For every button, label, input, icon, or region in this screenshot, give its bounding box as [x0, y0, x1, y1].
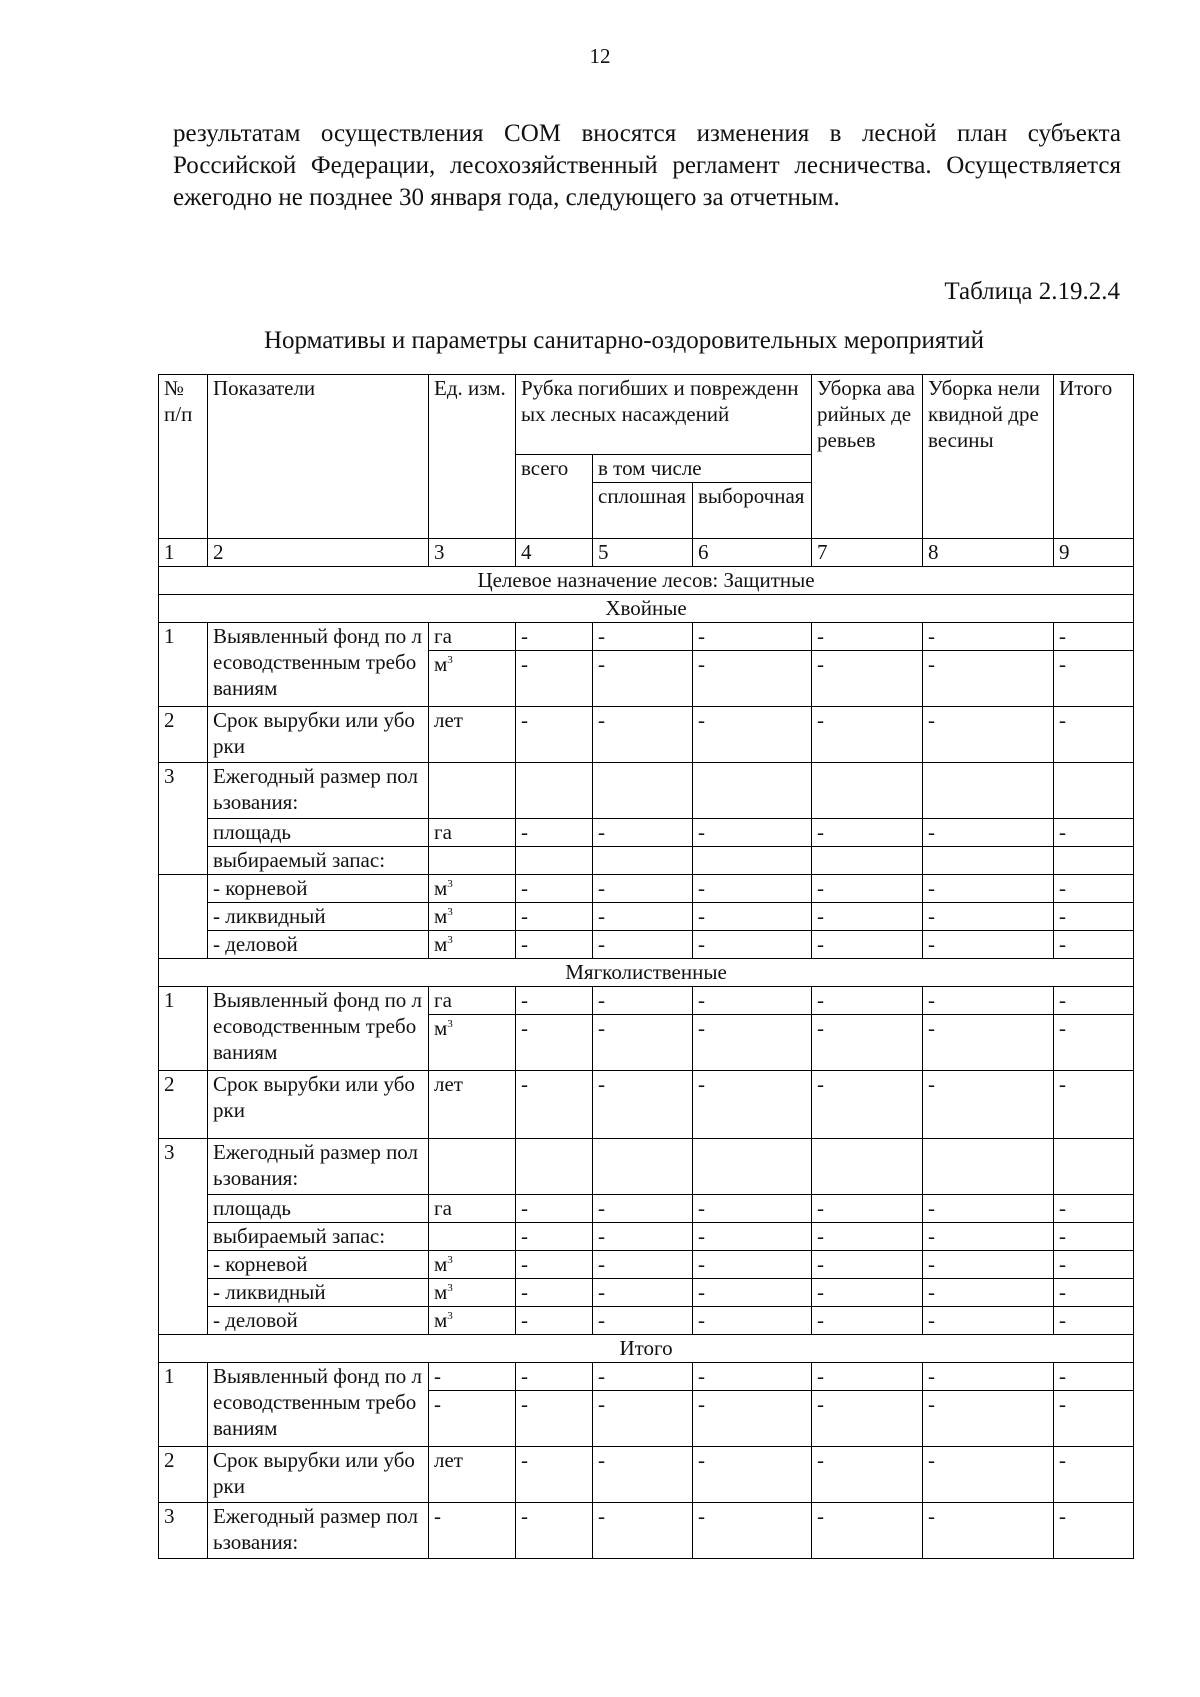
table-row — [159, 987, 1134, 1015]
indicator-cell: - ликвидный — [208, 903, 429, 931]
value-cell: - — [516, 875, 593, 903]
value-cell: - — [812, 1251, 923, 1279]
value-cell: - — [516, 1363, 593, 1391]
value-cell: - — [693, 987, 812, 1015]
unit-cell: лет — [429, 707, 516, 763]
indicator-cell: Ежегодный размер пользования: — [208, 763, 429, 819]
col-number: 5 — [593, 539, 693, 567]
col-number: 3 — [429, 539, 516, 567]
section-row — [159, 959, 1134, 987]
value-cell: - — [923, 931, 1054, 959]
value-cell: - — [923, 903, 1054, 931]
value-cell: - — [1054, 1251, 1134, 1279]
value-cell: - — [923, 1015, 1054, 1071]
col-number: 7 — [812, 539, 923, 567]
value-cell: - — [812, 651, 923, 707]
section-row — [159, 1335, 1134, 1363]
section-total: Итого — [159, 1335, 1134, 1363]
value-cell: - — [812, 1391, 923, 1447]
value-cell: - — [516, 931, 593, 959]
purpose-heading: Целевое назначение лесов: Защитные — [159, 567, 1134, 595]
unit-base: м — [434, 652, 448, 676]
indicator-cell: выбираемый запас: — [208, 1223, 429, 1251]
unit-cell: - — [429, 1391, 516, 1447]
indicator-cell: выбираемый запас: — [208, 847, 429, 875]
value-cell: - — [1054, 623, 1134, 651]
value-cell: - — [1054, 1279, 1134, 1307]
value-cell: - — [812, 623, 923, 651]
value-cell: - — [693, 1015, 812, 1071]
row-number: 1 — [159, 1363, 208, 1447]
col-number: 6 — [693, 539, 812, 567]
unit-cell — [429, 903, 516, 931]
col-number: 2 — [208, 539, 429, 567]
value-cell — [1054, 763, 1134, 819]
value-cell: - — [693, 1503, 812, 1559]
value-cell: - — [1054, 707, 1134, 763]
value-cell: - — [593, 1363, 693, 1391]
header-num: № п/п — [159, 375, 208, 539]
unit-cell: га — [429, 623, 516, 651]
value-cell — [923, 847, 1054, 875]
value-cell: - — [1054, 903, 1134, 931]
value-cell: - — [1054, 1391, 1134, 1447]
indicator-cell: Срок вырубки или уборки — [208, 1071, 429, 1139]
indicator-cell: Ежегодный размер пользования: — [208, 1139, 429, 1195]
value-cell: - — [1054, 1071, 1134, 1139]
row-number: 1 — [159, 623, 208, 707]
value-cell: - — [923, 1195, 1054, 1223]
indicator-cell: - корневой — [208, 875, 429, 903]
table-row — [159, 763, 1134, 819]
value-cell: - — [1054, 1015, 1134, 1071]
value-cell: - — [1054, 987, 1134, 1015]
value-cell: - — [516, 819, 593, 847]
value-cell — [516, 847, 593, 875]
value-cell: - — [516, 1223, 593, 1251]
value-cell — [593, 763, 693, 819]
unit-cell: лет — [429, 1071, 516, 1139]
value-cell: - — [812, 1447, 923, 1503]
indicator-cell: Выявленный фонд по лесоводственным требованиям — [208, 623, 429, 707]
table-row — [159, 1195, 1134, 1223]
value-cell: - — [693, 1307, 812, 1335]
value-cell: - — [923, 623, 1054, 651]
value-cell: - — [812, 987, 923, 1015]
value-cell: - — [923, 819, 1054, 847]
unit-exponent: 3 — [447, 1282, 453, 1294]
table-row — [159, 707, 1134, 763]
value-cell: - — [1054, 651, 1134, 707]
unit-cell — [429, 651, 516, 707]
row-number: 1 — [159, 987, 208, 1071]
indicator-cell: Ежегодный размер пользования: — [208, 1503, 429, 1559]
value-cell: - — [516, 651, 593, 707]
value-cell: - — [693, 707, 812, 763]
unit-cell — [429, 847, 516, 875]
page-number: 12 — [589, 44, 611, 68]
unit-cell — [429, 1223, 516, 1251]
value-cell: - — [516, 1251, 593, 1279]
value-cell — [923, 763, 1054, 819]
column-numbers-row — [159, 539, 1134, 567]
value-cell: - — [516, 707, 593, 763]
unit-base: м — [434, 1016, 448, 1040]
value-cell: - — [923, 987, 1054, 1015]
value-cell: - — [593, 1391, 693, 1447]
header-clear: сплошная — [593, 483, 693, 539]
value-cell: - — [693, 875, 812, 903]
header-total: всего — [516, 455, 593, 539]
indicator-cell: Срок вырубки или уборки — [208, 1447, 429, 1503]
value-cell: - — [812, 903, 923, 931]
section-softleaf: Мягколиственные — [159, 959, 1134, 987]
unit-cell: га — [429, 819, 516, 847]
value-cell: - — [1054, 1503, 1134, 1559]
value-cell: - — [812, 1223, 923, 1251]
value-cell: - — [812, 1071, 923, 1139]
value-cell: - — [812, 1503, 923, 1559]
value-cell: - — [923, 1447, 1054, 1503]
value-cell: - — [516, 1503, 593, 1559]
col-number: 1 — [159, 539, 208, 567]
value-cell: - — [593, 903, 693, 931]
value-cell: - — [593, 1015, 693, 1071]
value-cell: - — [693, 623, 812, 651]
unit-cell — [429, 1015, 516, 1071]
value-cell: - — [593, 1223, 693, 1251]
value-cell: - — [1054, 931, 1134, 959]
table-row — [159, 1307, 1134, 1335]
value-cell — [593, 847, 693, 875]
value-cell: - — [693, 651, 812, 707]
value-cell: - — [923, 1279, 1054, 1307]
value-cell: - — [923, 707, 1054, 763]
section-conifer: Хвойные — [159, 595, 1134, 623]
unit-cell: - — [429, 1363, 516, 1391]
value-cell: - — [593, 1195, 693, 1223]
unit-base: м — [434, 876, 448, 900]
header-unit: Ед. изм. — [429, 375, 516, 539]
table-row — [159, 903, 1134, 931]
value-cell: - — [923, 875, 1054, 903]
value-cell: - — [923, 1363, 1054, 1391]
value-cell: - — [593, 1279, 693, 1307]
row-number: 2 — [159, 1071, 208, 1139]
value-cell: - — [1054, 1307, 1134, 1335]
value-cell: - — [693, 1363, 812, 1391]
value-cell — [516, 1139, 593, 1195]
value-cell: - — [812, 1363, 923, 1391]
value-cell: - — [923, 1251, 1054, 1279]
value-cell: - — [516, 1307, 593, 1335]
value-cell: - — [516, 1447, 593, 1503]
header-including: в том числе — [593, 455, 812, 483]
value-cell: - — [1054, 875, 1134, 903]
value-cell: - — [923, 1223, 1054, 1251]
col-number: 9 — [1054, 539, 1134, 567]
section-row — [159, 595, 1134, 623]
indicator-cell: - ликвидный — [208, 1279, 429, 1307]
value-cell: - — [593, 623, 693, 651]
value-cell: - — [593, 1447, 693, 1503]
value-cell — [812, 847, 923, 875]
value-cell: - — [593, 1503, 693, 1559]
intro-paragraph: результатам осуществления СОМ вносятся изменения в лесной план субъекта Российской Федерации, лесохозяйственный регламент лесничества. Осуществляется ежегодно не позднее 30 января года, следующего за отчетным. — [173, 120, 1121, 211]
purpose-row — [159, 567, 1134, 595]
row-number: 2 — [159, 1447, 208, 1503]
unit-cell — [429, 875, 516, 903]
header-emergency: Уборка аварийных деревьев — [812, 375, 923, 539]
unit-cell: га — [429, 987, 516, 1015]
row-number: 3 — [159, 763, 208, 875]
value-cell: - — [693, 819, 812, 847]
value-cell: - — [812, 819, 923, 847]
value-cell: - — [516, 1195, 593, 1223]
table-row — [159, 1447, 1134, 1503]
table-row — [159, 1503, 1134, 1559]
value-cell: - — [693, 1223, 812, 1251]
row-number: 3 — [159, 1503, 208, 1559]
value-cell: - — [693, 1071, 812, 1139]
value-cell: - — [812, 1015, 923, 1071]
header-selective: выборочная — [693, 483, 812, 539]
value-cell: - — [516, 903, 593, 931]
indicator-cell: Выявленный фонд по лесоводственным требованиям — [208, 1363, 429, 1447]
table-row — [159, 1139, 1134, 1195]
unit-cell — [429, 1251, 516, 1279]
norms-table — [158, 374, 1134, 1559]
unit-exponent: 3 — [447, 934, 453, 946]
value-cell: - — [812, 1279, 923, 1307]
value-cell: - — [923, 1391, 1054, 1447]
value-cell — [516, 763, 593, 819]
unit-exponent: 3 — [447, 1018, 453, 1030]
value-cell: - — [693, 1391, 812, 1447]
value-cell — [693, 847, 812, 875]
value-cell: - — [516, 1391, 593, 1447]
value-cell: - — [593, 1251, 693, 1279]
table-row — [159, 1251, 1134, 1279]
unit-cell — [429, 1279, 516, 1307]
unit-base: м — [434, 1308, 448, 1332]
col-number: 8 — [923, 539, 1054, 567]
value-cell: - — [593, 1307, 693, 1335]
indicator-cell: - деловой — [208, 931, 429, 959]
value-cell: - — [593, 931, 693, 959]
value-cell — [812, 1139, 923, 1195]
table-row — [159, 875, 1134, 903]
value-cell: - — [693, 903, 812, 931]
value-cell: - — [516, 1071, 593, 1139]
value-cell — [593, 1139, 693, 1195]
value-cell: - — [516, 1279, 593, 1307]
unit-exponent: 3 — [447, 654, 453, 666]
unit-cell — [429, 1307, 516, 1335]
value-cell: - — [516, 623, 593, 651]
value-cell: - — [812, 707, 923, 763]
row-number: 3 — [159, 1139, 208, 1335]
header-row — [159, 375, 1134, 455]
value-cell: - — [693, 931, 812, 959]
value-cell: - — [812, 1307, 923, 1335]
unit-base: м — [434, 904, 448, 928]
value-cell: - — [812, 1195, 923, 1223]
value-cell — [1054, 1139, 1134, 1195]
value-cell: - — [593, 819, 693, 847]
value-cell — [693, 1139, 812, 1195]
unit-cell — [429, 931, 516, 959]
row-number: 2 — [159, 707, 208, 763]
value-cell — [923, 1139, 1054, 1195]
value-cell: - — [812, 931, 923, 959]
table-row — [159, 931, 1134, 959]
value-cell: - — [593, 707, 693, 763]
header-indicators: Показатели — [208, 375, 429, 539]
unit-cell: лет — [429, 1447, 516, 1503]
value-cell: - — [1054, 1447, 1134, 1503]
table-number: Таблица 2.19.2.4 — [944, 278, 1120, 305]
value-cell: - — [516, 1015, 593, 1071]
indicator-cell: Выявленный фонд по лесоводственным требованиям — [208, 987, 429, 1071]
indicator-cell: площадь — [208, 819, 429, 847]
value-cell: - — [693, 1279, 812, 1307]
value-cell: - — [923, 1307, 1054, 1335]
indicator-cell: площадь — [208, 1195, 429, 1223]
value-cell: - — [516, 987, 593, 1015]
value-cell — [693, 763, 812, 819]
unit-cell — [429, 763, 516, 819]
value-cell: - — [693, 1251, 812, 1279]
unit-exponent: 3 — [447, 878, 453, 890]
col-number: 4 — [516, 539, 593, 567]
value-cell: - — [1054, 1363, 1134, 1391]
value-cell: - — [693, 1195, 812, 1223]
value-cell: - — [593, 1071, 693, 1139]
value-cell: - — [593, 875, 693, 903]
table-row — [159, 623, 1134, 651]
header-illiquid: Уборка неликвидной древесины — [923, 375, 1054, 539]
value-cell: - — [923, 1503, 1054, 1559]
value-cell: - — [593, 987, 693, 1015]
unit-cell: га — [429, 1195, 516, 1223]
value-cell: - — [1054, 1223, 1134, 1251]
table-row — [159, 847, 1134, 875]
value-cell: - — [593, 651, 693, 707]
unit-base: м — [434, 932, 448, 956]
unit-exponent: 3 — [447, 1254, 453, 1266]
unit-cell: - — [429, 1503, 516, 1559]
value-cell: - — [923, 1071, 1054, 1139]
unit-base: м — [434, 1252, 448, 1276]
header-itogo: Итого — [1054, 375, 1134, 539]
value-cell: - — [812, 875, 923, 903]
value-cell: - — [693, 1447, 812, 1503]
unit-exponent: 3 — [447, 906, 453, 918]
table-title: Нормативы и параметры санитарно-оздоровительных мероприятий — [263, 327, 985, 354]
table-row — [159, 819, 1134, 847]
table-row — [159, 1223, 1134, 1251]
header-felling: Рубка погибших и поврежденных лесных насаждений — [516, 375, 812, 455]
value-cell: - — [1054, 1195, 1134, 1223]
unit-base: м — [434, 1280, 448, 1304]
table-row — [159, 1071, 1134, 1139]
indicator-cell: - деловой — [208, 1307, 429, 1335]
unit-exponent: 3 — [447, 1310, 453, 1322]
value-cell: - — [923, 651, 1054, 707]
unit-cell — [429, 1139, 516, 1195]
indicator-cell: - корневой — [208, 1251, 429, 1279]
indicator-cell: Срок вырубки или уборки — [208, 707, 429, 763]
row-number — [159, 875, 208, 959]
value-cell — [812, 763, 923, 819]
value-cell: - — [1054, 819, 1134, 847]
table-row — [159, 1279, 1134, 1307]
value-cell — [1054, 847, 1134, 875]
table-row — [159, 1363, 1134, 1391]
